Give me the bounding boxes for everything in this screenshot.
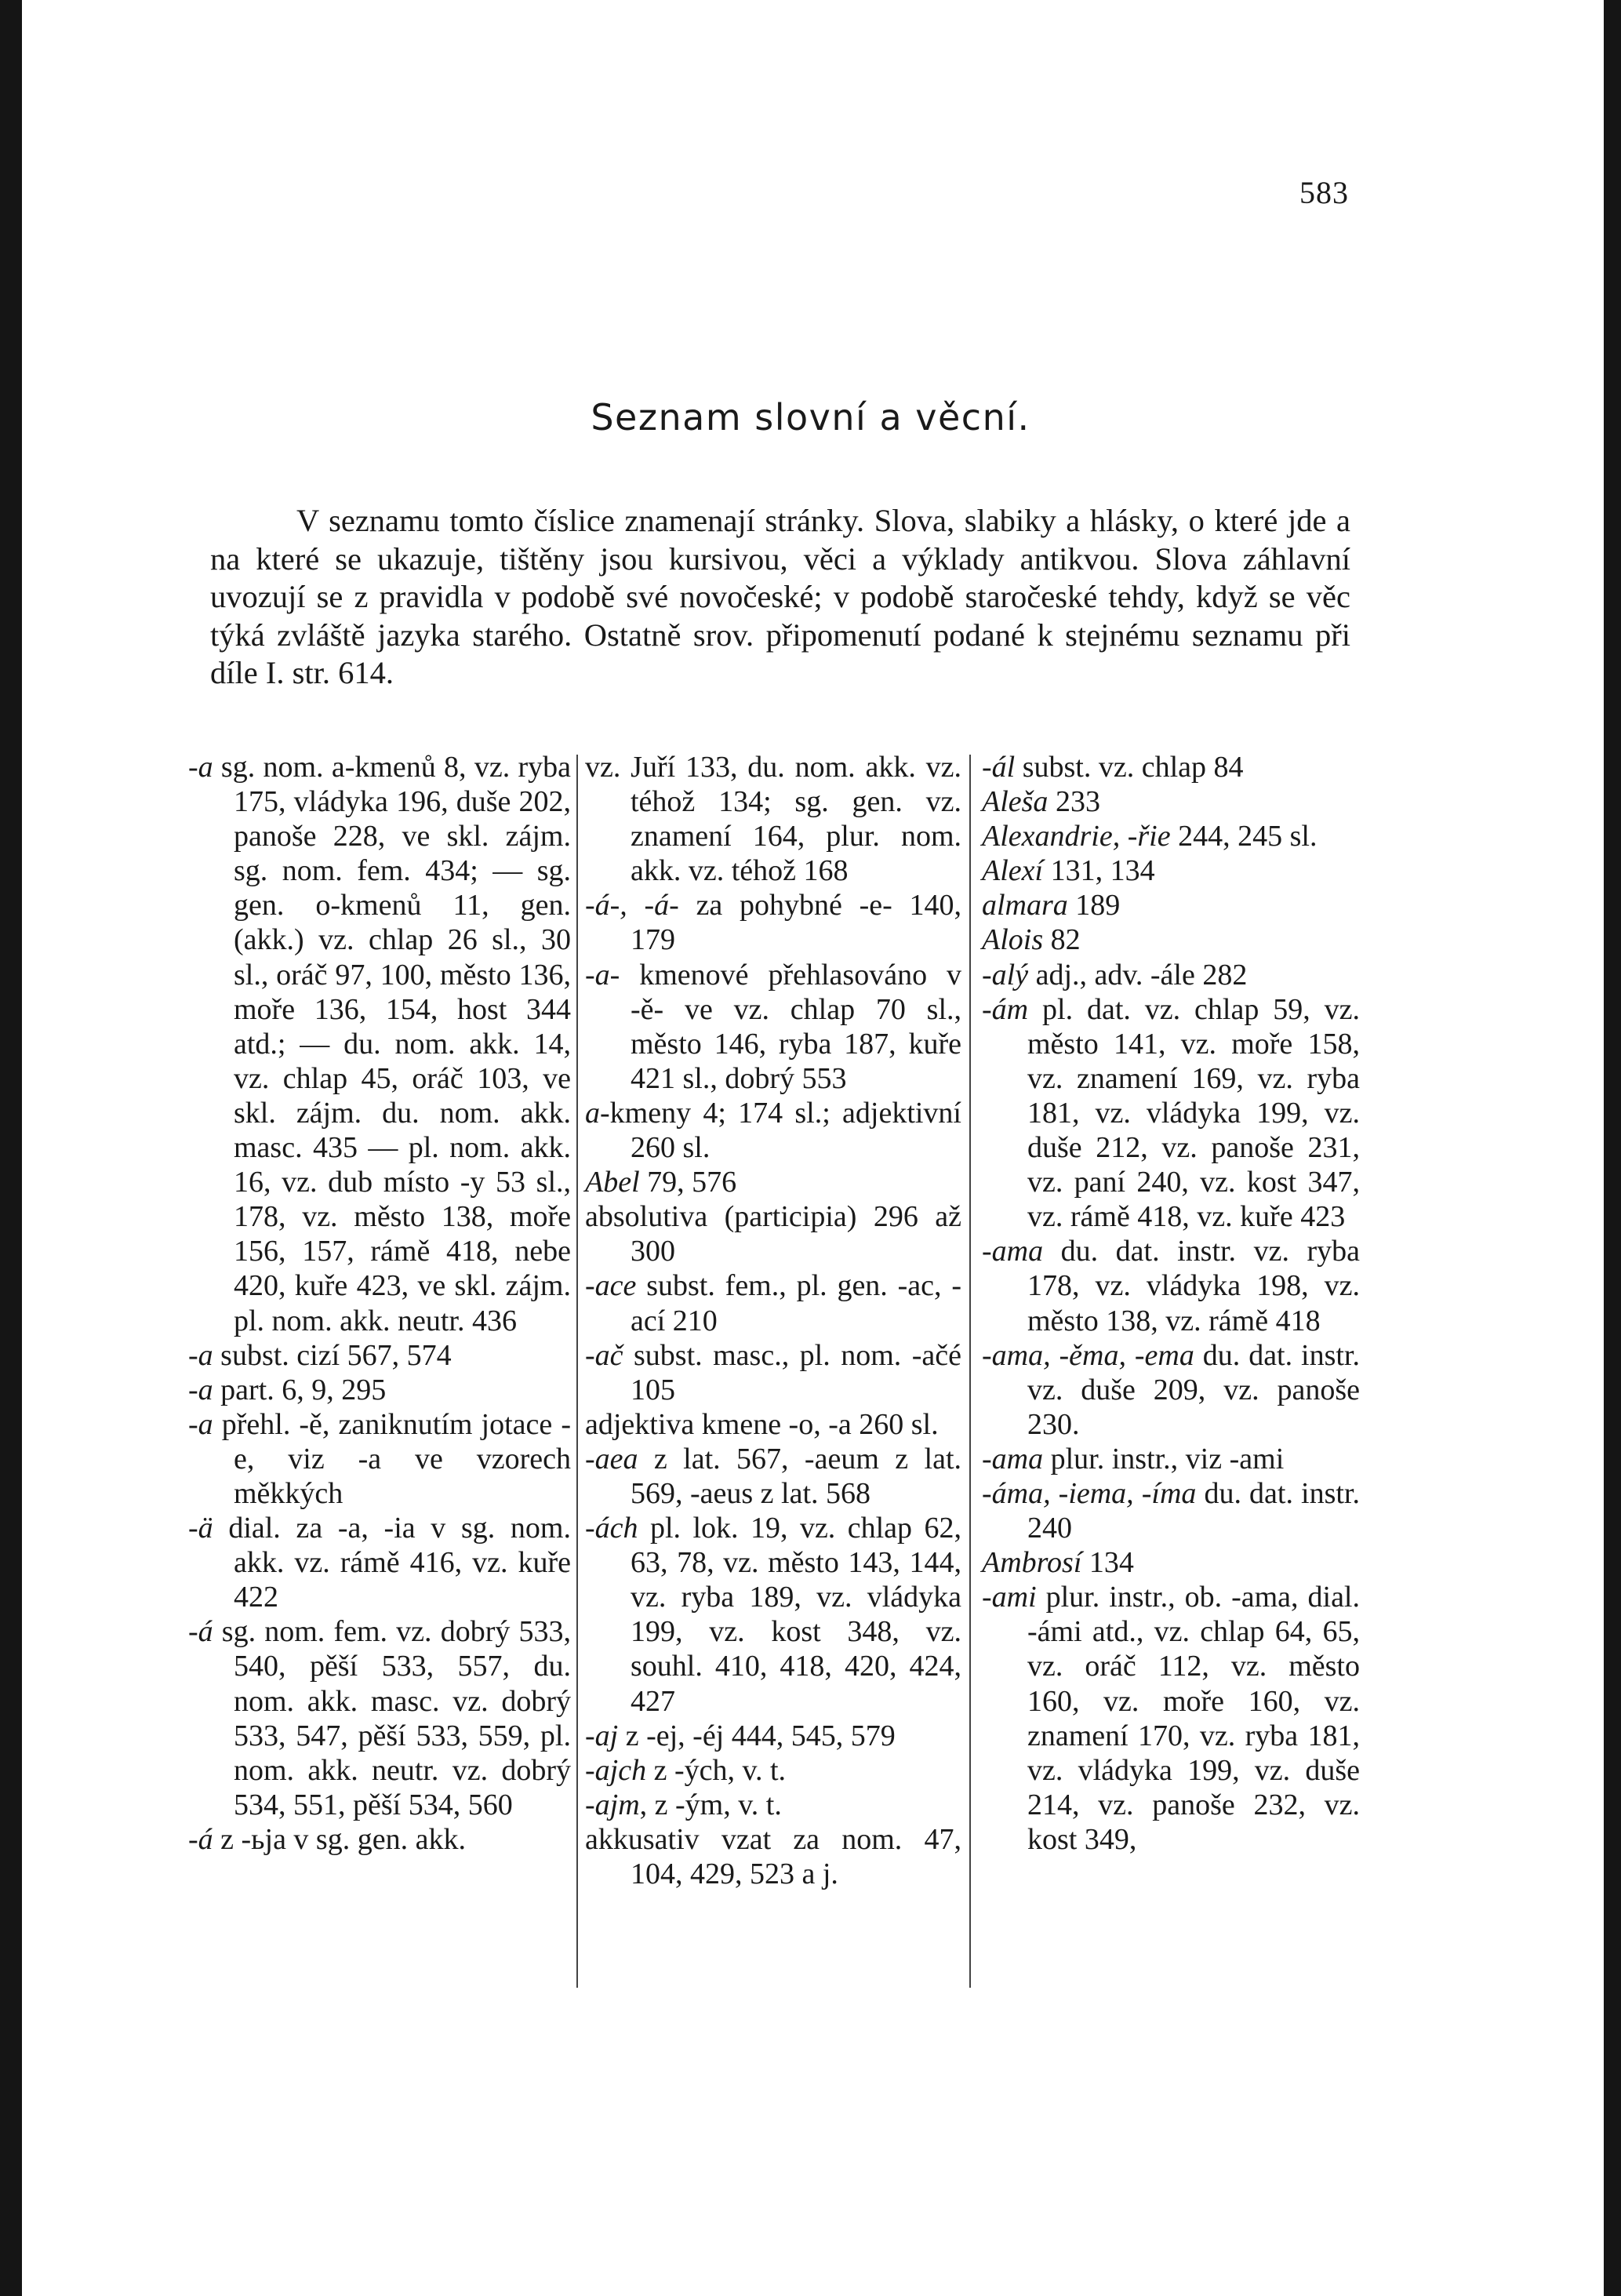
page-number: 583	[1299, 175, 1349, 210]
entry-headword: almara	[982, 889, 1068, 922]
index-entry	[188, 1373, 571, 1407]
entry-text: vz. Juří 133, du. nom. akk. vz. téhož 134; sg. gen. vz. znamení 164, plur. nom. akk. vz. téhož 168	[585, 751, 961, 888]
entry-text: plur. instr., viz -ami	[1043, 1442, 1285, 1475]
index-entry	[982, 888, 1360, 922]
index-column-2	[585, 750, 961, 1891]
entry-headword: Alois	[982, 923, 1044, 957]
entry-headword: -á-, -á-	[585, 889, 679, 922]
index-entry	[188, 1822, 571, 1857]
entry-text: du. dat. instr. vz. duše 209, vz. panoše 230.	[1027, 1338, 1360, 1441]
entry-headword: Aleša	[982, 785, 1049, 819]
entry-text: du. dat. instr. vz. ryba 178, vz. vládyka 198, vz. město 138, vz. rámě 418	[1027, 1235, 1360, 1337]
index-entry	[585, 1753, 961, 1788]
index-entry	[585, 1511, 961, 1719]
index-entry	[585, 1268, 961, 1337]
entry-headword: Abel	[585, 1166, 640, 1199]
index-entry	[982, 1476, 1360, 1545]
entry-text: du. dat. instr. 240	[1027, 1476, 1360, 1545]
entry-headword: -a	[188, 1407, 213, 1441]
intro-paragraph	[210, 502, 1350, 693]
entry-text: absolutiva (participia) 296 až 300	[585, 1200, 961, 1268]
index-entry	[982, 853, 1360, 888]
entry-text: adjektiva kmene -o, -a 260 sl.	[585, 1407, 939, 1441]
entry-text: sg. nom. fem. vz. dobrý 533, 540, pěší 533, 557, du. nom. akk. masc. vz. dobrý 533, 547, pěší 533, 559, pl. nom. akk. neutr. vz. dobrý 534, 551, pěší 534, 560	[213, 1615, 571, 1821]
entry-headword: -a	[188, 751, 213, 784]
entry-text: pl. lok. 19, vz. chlap 62, 63, 78, vz. město 143, 144, vz. ryba 189, vz. vládyka 199, vz. kost 348, vz. souhl. 410, 418, 420, 424, 427	[631, 1512, 961, 1718]
index-entry	[585, 1338, 961, 1407]
index-entry	[982, 750, 1360, 784]
entry-text: kmenové přehlasováno v -ě- ve vz. chlap 70 sl., město 146, ryba 187, kuře 421 sl., dobrý 553	[620, 958, 961, 1095]
entry-text: za pohybné -e- 140, 179	[631, 889, 961, 957]
entry-headword: -a	[188, 1338, 213, 1372]
entry-text: sg. nom. a-kmenů 8, vz. ryba 175, vládyka 196, duše 202, panoše 228, ve skl. zájm. sg. nom. fem. 434; — sg. gen. o-kmenů 11, gen. (akk.) vz. chlap 26 sl., 30 sl., oráč 97, 100, město 136, moře 136, 154, host 344 atd.; — du. nom. akk. 14, vz. chlap 45, oráč 103, ve skl. zájm. du. nom. akk. masc. 435 — pl. nom. akk. 16, vz. dub místo -y 53 sl., 178, vz. město 138, moře 156, 157, rámě 418, nebe 420, kuře 423, ve skl. zájm. pl. nom. akk. neutr. 436	[213, 751, 571, 1337]
entry-headword: -ajch	[585, 1753, 647, 1787]
entry-text: , z -ým, v. t.	[639, 1788, 782, 1821]
entry-headword: -ä	[188, 1512, 213, 1545]
index-entry	[982, 1234, 1360, 1337]
index-entry	[585, 1719, 961, 1753]
entry-text: z -ьja v sg. gen. akk.	[213, 1822, 466, 1856]
entry-headword: -a-	[585, 958, 620, 992]
entry-text: 189	[1067, 889, 1121, 922]
entry-headword: -ajm	[585, 1788, 640, 1821]
index-entry	[585, 1822, 961, 1891]
entry-headword: -alý	[982, 958, 1029, 992]
entry-text: přehl. -ě, zaniknutím jotace -e, viz -a ve vzorech měkkých	[213, 1407, 571, 1510]
entry-text: 134	[1081, 1546, 1134, 1580]
entry-headword: -ál	[982, 751, 1016, 784]
index-entry	[982, 819, 1360, 853]
entry-text: z -ej, -éj 444, 545, 579	[618, 1719, 896, 1752]
entry-headword: -á	[188, 1615, 213, 1649]
entry-text: 82	[1043, 923, 1081, 957]
entry-text: part. 6, 9, 295	[213, 1373, 387, 1406]
entry-text: akkusativ vzat za nom. 47, 104, 429, 523 a j.	[585, 1822, 961, 1890]
entry-text: plur. instr., ob. -ama, dial. -ámi atd., vz. chlap 64, 65, vz. oráč 112, vz. město 160, vz. moře 160, vz. znamení 170, vz. ryba 181, vz. vládyka 199, vz. duše 214, vz. panoše 232, vz. kost 349,	[1027, 1581, 1360, 1856]
entry-headword: -aj	[585, 1719, 619, 1752]
index-entry	[982, 1545, 1360, 1580]
index-entry	[982, 992, 1360, 1235]
entry-headword: a-	[585, 1096, 610, 1130]
index-entry	[585, 750, 961, 888]
entry-headword: -a	[188, 1373, 213, 1406]
scan-edge-right	[1604, 0, 1621, 2296]
index-entry	[188, 750, 571, 1338]
entry-headword: -aea	[585, 1442, 638, 1475]
entry-headword: -ama	[982, 1442, 1044, 1475]
entry-text: 244, 245 sl.	[1170, 820, 1318, 853]
entry-headword: -á	[188, 1822, 213, 1856]
entry-text: subst. fem., pl. gen. -ac, -ací 210	[631, 1269, 961, 1337]
entry-text: subst. vz. chlap 84	[1015, 751, 1244, 784]
index-entry	[585, 888, 961, 957]
index-entry	[188, 1338, 571, 1373]
entry-headword: -ač	[585, 1338, 623, 1372]
entry-headword: -ách	[585, 1512, 638, 1545]
index-entry	[585, 1788, 961, 1822]
index-entry	[585, 1442, 961, 1511]
entry-text: dial. za -a, -ia v sg. nom. akk. vz. rámě 416, vz. kuře 422	[213, 1512, 571, 1614]
page-title: Seznam slovní a věcní.	[591, 396, 1030, 438]
index-entry	[188, 1511, 571, 1614]
entry-headword: -ama, -ěma, -ema	[982, 1338, 1194, 1372]
entry-headword: -ace	[585, 1269, 637, 1303]
entry-headword: -ama	[982, 1235, 1044, 1268]
index-entry	[585, 958, 961, 1096]
index-column-3	[982, 750, 1360, 1857]
index-entry	[982, 958, 1360, 992]
entry-text: kmeny 4; 174 sl.; adjektivní 260 sl.	[609, 1096, 961, 1165]
entry-text: 131, 134	[1043, 854, 1155, 888]
entry-headword: -ám	[982, 992, 1029, 1026]
index-entry	[585, 1096, 961, 1165]
entry-text: subst. masc., pl. nom. -ačé 105	[623, 1338, 961, 1406]
index-entry	[982, 1580, 1360, 1857]
entry-text: subst. cizí 567, 574	[213, 1338, 452, 1372]
entry-text: 233	[1048, 785, 1100, 819]
entry-text: z lat. 567, -aeum z lat. 569, -aeus z lat. 568	[631, 1442, 961, 1510]
intro-text: V seznamu tomto číslice znamenají stránky. Slova, slabiky a hlásky, o které jde a na které se ukazuje, tištěny jsou kursivou, věci a výklady antikvou. Slova záhlavní uvozují se z pravidla v podobě své novočeské; v podobě staročeské tehdy, když se věc týká zvláště jazyka starého. Ostatně srov. připomenutí podané k stejnému seznamu při díle I. str. 614.	[210, 503, 1350, 690]
index-entry	[982, 1442, 1360, 1476]
index-entry	[982, 1338, 1360, 1442]
entry-headword: Alexí	[982, 854, 1044, 888]
entry-text: z -ých, v. t.	[646, 1753, 787, 1787]
entry-headword: Alexandrie, -řie	[982, 820, 1171, 853]
index-entry	[585, 1407, 961, 1442]
index-entry	[585, 1199, 961, 1268]
entry-text: pl. dat. vz. chlap 59, vz. město 141, vz. moře 158, vz. znamení 169, vz. ryba 181, vz. vládyka 199, vz. duše 212, vz. panoše 231, vz. paní 240, vz. kost 347, vz. rámě 418, vz. kuře 423	[1027, 992, 1360, 1234]
entry-headword: Ambrosí	[982, 1546, 1082, 1580]
index-entry	[188, 1614, 571, 1822]
entry-text: 79, 576	[639, 1166, 737, 1199]
scan-edge-left	[0, 0, 22, 2296]
index-column-1	[188, 750, 571, 1857]
index-entry	[585, 1165, 961, 1199]
index-entry	[982, 922, 1360, 957]
index-entry	[982, 784, 1360, 819]
index-entry	[188, 1407, 571, 1511]
entry-headword: -áma, -iema, -íma	[982, 1476, 1197, 1510]
column-divider	[969, 755, 971, 1988]
entry-headword: -ami	[982, 1581, 1037, 1614]
entry-text: adj., adv. -ále 282	[1028, 958, 1248, 992]
column-divider	[576, 755, 578, 1988]
